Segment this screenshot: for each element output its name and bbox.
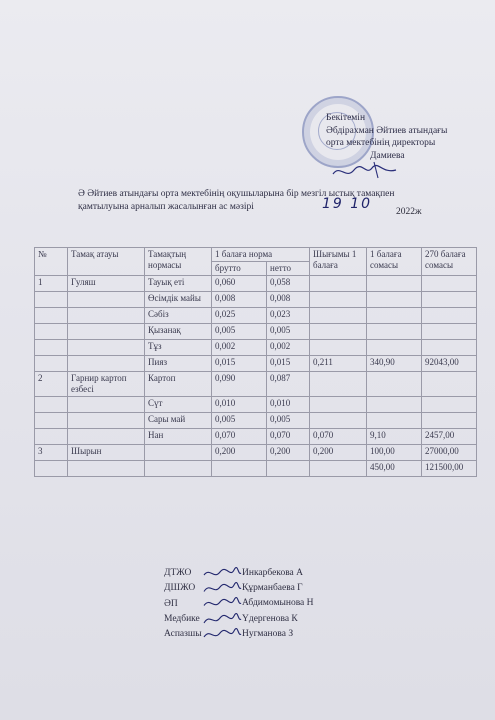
table-body — [35, 276, 477, 477]
net-value — [267, 461, 310, 477]
table-row — [35, 397, 477, 413]
gross-value: 0,060 — [212, 276, 267, 292]
net-value: 0,010 — [267, 397, 310, 413]
cost-value — [310, 340, 367, 356]
sum-270-value — [422, 292, 477, 308]
row-no — [35, 292, 68, 308]
menu-table — [34, 247, 477, 477]
row-no: 2 — [35, 372, 68, 397]
sum-270-value — [422, 372, 477, 397]
cost-value — [310, 372, 367, 397]
sum-one-value — [367, 292, 422, 308]
sum-one-value — [367, 324, 422, 340]
header-norm: Тамақтың нормасы — [145, 248, 212, 276]
header-no: № — [35, 248, 68, 276]
sum-270-value — [422, 413, 477, 429]
net-value: 0,002 — [267, 340, 310, 356]
title-line-1: Ә Әйтиев атындағы орта мектебінің оқушыларына бір мезгіл ыстық тамақпен — [78, 189, 395, 199]
signature-name: Инкарбекова А — [242, 568, 304, 579]
header-gross: брутто — [212, 262, 267, 276]
header-per-child-norm: 1 балаға норма — [212, 248, 310, 262]
table-row — [35, 292, 477, 308]
signature-role: Аспазшы — [164, 628, 202, 639]
signature-name: Құрманбаева Г — [242, 583, 303, 594]
sum-one-value: 100,00 — [367, 445, 422, 461]
signature-row — [164, 581, 484, 596]
gross-value: 0,070 — [212, 429, 267, 445]
table-row — [35, 429, 477, 445]
signatures-block — [164, 566, 484, 642]
cost-value — [310, 276, 367, 292]
row-no — [35, 356, 68, 372]
signature-name: Нугманова З — [242, 628, 294, 639]
signature-role: ДШЖО — [164, 583, 196, 594]
header-net: нетто — [267, 262, 310, 276]
table-row — [35, 372, 477, 397]
signature-name: Абдимомынова Н — [242, 598, 314, 609]
signature-name: Үдергенова К — [242, 613, 298, 624]
ingredient: Нан — [145, 429, 212, 445]
approval-position: орта мектебінің директоры — [326, 138, 436, 148]
sum-one-value: 9,10 — [367, 429, 422, 445]
handwritten-signature — [202, 596, 242, 610]
dish-name: Гуляш — [68, 276, 145, 292]
signature-row — [164, 566, 484, 581]
approval-director-name: Дамиева — [370, 150, 405, 161]
sum-270-value: 2457,00 — [422, 429, 477, 445]
cost-value: 0,200 — [310, 445, 367, 461]
handwritten-signature — [202, 581, 242, 595]
dish-name — [68, 397, 145, 413]
signature-role: ДТЖО — [164, 568, 192, 579]
sum-270-value: 121500,00 — [422, 461, 477, 477]
signature-row — [164, 596, 484, 611]
net-value: 0,070 — [267, 429, 310, 445]
header-sum-one: 1 балаға сомасы — [367, 248, 422, 276]
net-value: 0,023 — [267, 308, 310, 324]
document-title — [78, 188, 488, 214]
sum-one-value: 450,00 — [367, 461, 422, 477]
handwritten-signature — [202, 566, 242, 580]
table-row — [35, 413, 477, 429]
table-row — [35, 356, 477, 372]
handwritten-date: 19 10 — [322, 196, 373, 212]
cost-value — [310, 308, 367, 324]
title-line-2: қамтылуына арналып жасалынған ас мәзірі — [78, 202, 254, 212]
row-no — [35, 397, 68, 413]
dish-name — [68, 413, 145, 429]
table-header-row — [35, 248, 477, 262]
net-value: 0,005 — [267, 413, 310, 429]
dish-name — [68, 292, 145, 308]
dish-name — [68, 324, 145, 340]
sum-270-value — [422, 324, 477, 340]
dish-name — [68, 429, 145, 445]
ingredient: Тауық еті — [145, 276, 212, 292]
net-value: 0,015 — [267, 356, 310, 372]
handwritten-signature — [202, 627, 242, 641]
signature-role: Медбике — [164, 613, 200, 624]
gross-value: 0,005 — [212, 324, 267, 340]
gross-value: 0,015 — [212, 356, 267, 372]
sum-one-value — [367, 308, 422, 324]
sum-one-value — [367, 340, 422, 356]
row-no — [35, 340, 68, 356]
table-row — [35, 461, 477, 477]
ingredient: Қызанақ — [145, 324, 212, 340]
table-row — [35, 340, 477, 356]
table-row — [35, 276, 477, 292]
sum-270-value — [422, 276, 477, 292]
dish-name: Гарнир картоп езбесі — [68, 372, 145, 397]
sum-one-value — [367, 276, 422, 292]
approval-heading: Бекітемін — [326, 113, 366, 123]
ingredient: Картоп — [145, 372, 212, 397]
sum-270-value — [422, 308, 477, 324]
dish-name — [68, 356, 145, 372]
row-no: 3 — [35, 445, 68, 461]
ingredient — [145, 445, 212, 461]
net-value: 0,058 — [267, 276, 310, 292]
gross-value: 0,005 — [212, 413, 267, 429]
row-no — [35, 461, 68, 477]
gross-value: 0,008 — [212, 292, 267, 308]
approval-school: Әбдірахман Әйтиев атындағы — [326, 125, 448, 136]
row-no — [35, 429, 68, 445]
gross-value: 0,200 — [212, 445, 267, 461]
cost-value — [310, 324, 367, 340]
ingredient — [145, 461, 212, 477]
net-value: 0,200 — [267, 445, 310, 461]
table-row — [35, 324, 477, 340]
cost-value: 0,070 — [310, 429, 367, 445]
ingredient: Өсімдік майы — [145, 292, 212, 308]
table-row — [35, 308, 477, 324]
table-row — [35, 445, 477, 461]
handwritten-signature — [202, 612, 242, 626]
ingredient: Сәбіз — [145, 308, 212, 324]
signature-role: ӘП — [164, 598, 178, 609]
dish-name: Шырын — [68, 445, 145, 461]
dish-name — [68, 461, 145, 477]
net-value: 0,087 — [267, 372, 310, 397]
cost-value — [310, 461, 367, 477]
sum-one-value — [367, 372, 422, 397]
sum-270-value: 92043,00 — [422, 356, 477, 372]
signature-row — [164, 612, 484, 627]
cost-value — [310, 413, 367, 429]
gross-value: 0,090 — [212, 372, 267, 397]
row-no — [35, 308, 68, 324]
approval-block — [326, 112, 491, 162]
sum-one-value — [367, 413, 422, 429]
ingredient: Пияз — [145, 356, 212, 372]
cost-value — [310, 292, 367, 308]
row-no: 1 — [35, 276, 68, 292]
ingredient: Сүт — [145, 397, 212, 413]
ingredient: Тұз — [145, 340, 212, 356]
gross-value: 0,010 — [212, 397, 267, 413]
sum-one-value — [367, 397, 422, 413]
gross-value: 0,025 — [212, 308, 267, 324]
header-sum-270: 270 балаға сомасы — [422, 248, 477, 276]
row-no — [35, 324, 68, 340]
signature-row — [164, 627, 484, 642]
dish-name — [68, 340, 145, 356]
sum-270-value — [422, 397, 477, 413]
document-year: 2022ж — [396, 207, 422, 217]
net-value: 0,005 — [267, 324, 310, 340]
director-signature — [330, 160, 400, 182]
cost-value: 0,211 — [310, 356, 367, 372]
sum-270-value: 27000,00 — [422, 445, 477, 461]
gross-value: 0,002 — [212, 340, 267, 356]
sum-one-value: 340,90 — [367, 356, 422, 372]
sum-270-value — [422, 340, 477, 356]
row-no — [35, 413, 68, 429]
net-value: 0,008 — [267, 292, 310, 308]
cost-value — [310, 397, 367, 413]
gross-value — [212, 461, 267, 477]
header-dish: Тамақ атауы — [68, 248, 145, 276]
dish-name — [68, 308, 145, 324]
header-cost-per-child: Шығымы 1 балаға — [310, 248, 367, 276]
ingredient: Сары май — [145, 413, 212, 429]
